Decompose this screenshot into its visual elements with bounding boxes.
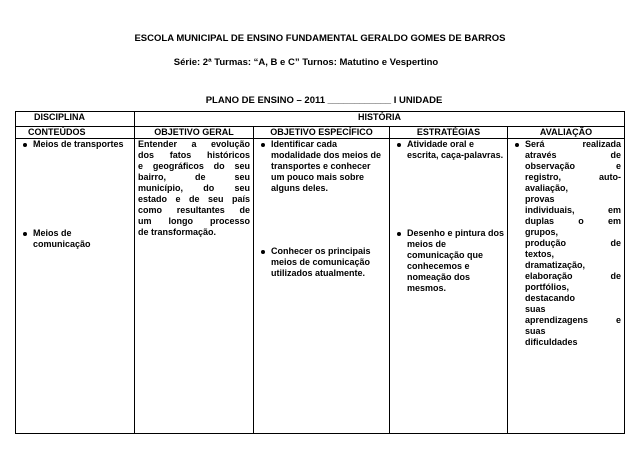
text-line: aprendizagens e: [525, 315, 622, 325]
discipline-row: [16, 112, 625, 127]
avaliacao-cell: [508, 139, 625, 434]
column-header-estrategias: ESTRATÉGIAS: [390, 127, 508, 139]
list-item: Conhecer os principais meios de comunicação utilizados atualmente.: [271, 246, 386, 279]
column-header-row: [16, 127, 625, 139]
estrategias-cell: [390, 139, 508, 434]
discipline-label: DISCIPLINA: [16, 112, 135, 127]
text-line: avaliação,: [525, 183, 569, 193]
text-line: e geográficos do seu: [138, 161, 250, 171]
text-line: através de: [525, 150, 622, 160]
school-name: ESCOLA MUNICIPAL DE ENSINO FUNDAMENTAL GERALDO GOMES DE BARROS: [134, 33, 506, 44]
text-line: elaboração de: [525, 271, 622, 281]
text-line: textos,: [525, 249, 555, 259]
text-line: estado e de seu país: [138, 194, 250, 204]
text-line: dificuldades: [525, 337, 578, 347]
teaching-plan-table: [15, 111, 625, 434]
text-line: provas: [525, 194, 555, 204]
column-header-objetivo-geral: OBJETIVO GERAL: [135, 127, 254, 139]
column-header-objetivo-especifico: OBJETIVO ESPECÍFICO: [254, 127, 390, 139]
text-line: dramatização,: [525, 260, 586, 270]
text-line: produção de: [525, 238, 622, 248]
text-line: suas: [525, 326, 546, 336]
text-line: suas: [525, 304, 546, 314]
list-item: Meios de transportes: [33, 139, 131, 150]
list-item: Identificar cada modalidade dos meios de transportes e conhecer um pouco mais sobre alguns deles.: [271, 139, 386, 194]
series-line: Série: 2ª Turmas: “A, B e C” Turnos: Matutino e Vespertino: [173, 57, 439, 68]
text-line: bairro, de seu: [138, 172, 250, 182]
text-line: individuais, em: [525, 205, 622, 215]
plan-title: PLANO DE ENSINO – 2011 ____________ I UNIDADE: [205, 95, 443, 106]
text-line: destacando: [525, 293, 576, 303]
column-header-avaliacao: AVALIAÇÃO: [508, 127, 625, 139]
text-line: registro, auto-: [525, 172, 622, 182]
text-line: observação e: [525, 161, 622, 171]
text-line: um longo processo: [138, 216, 250, 226]
content-row: [16, 139, 625, 434]
text-line: de transformação.: [138, 227, 217, 237]
list-item: Meios de comunicação: [33, 228, 131, 250]
discipline-value: HISTÓRIA: [135, 112, 625, 127]
text-line: como resultantes de: [138, 205, 250, 215]
objetivo-especifico-cell: [254, 139, 390, 434]
objetivo-geral-cell: [135, 139, 254, 434]
text-line: grupos,: [525, 227, 558, 237]
text-line: município, do seu: [138, 183, 250, 193]
list-item: Atividade oral e escrita, caça-palavras.: [407, 139, 504, 160]
text-line: portfólios,: [525, 282, 569, 292]
list-item: Desenho e pintura dos meios de comunicação que conhecemos e nomeação dos mesmos.: [407, 228, 505, 293]
text-line: dos fatos históricos: [138, 150, 250, 160]
text-line: duplas o em: [525, 216, 622, 226]
conteudos-cell: [16, 139, 135, 434]
text-line: Entender a evolução: [138, 139, 250, 149]
column-header-conteudos: CONTEÚDOS: [16, 127, 135, 139]
text-line: Será realizada: [525, 139, 622, 149]
list-item: [525, 139, 621, 348]
